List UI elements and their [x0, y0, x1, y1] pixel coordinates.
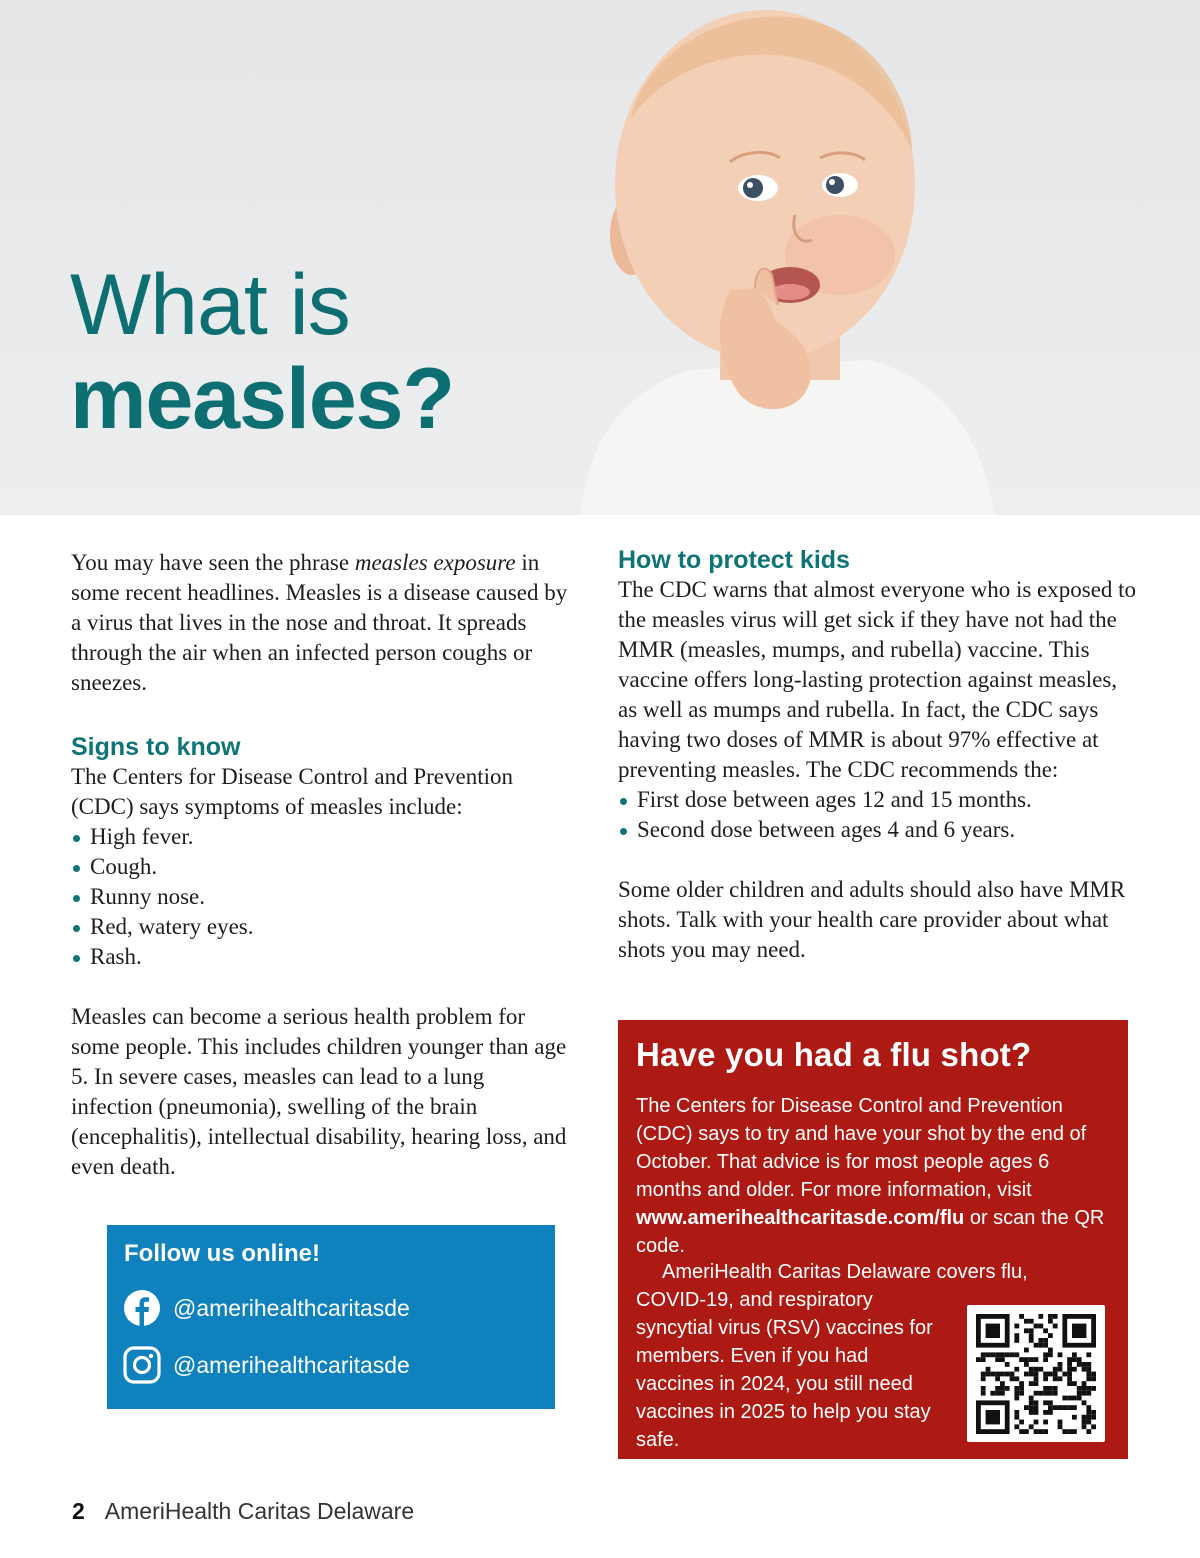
page-footer — [72, 1498, 414, 1525]
covers-first-line — [636, 1258, 1106, 1286]
flu-shot-box — [618, 1020, 1128, 1459]
list-item: First dose between ages 12 and 15 months. — [618, 785, 1138, 815]
list-item: Red, watery eyes. — [71, 912, 571, 942]
title-line-1: What is — [70, 257, 350, 353]
flu-heading: Have you had a flu shot? — [636, 1036, 1032, 1073]
title-line-2: measles? — [70, 351, 455, 447]
protect-heading: How to protect kids — [618, 546, 850, 574]
list-item: High fever. — [71, 822, 571, 852]
footer-org: AmeriHealth Caritas Delaware — [104, 1498, 415, 1524]
symptoms-list — [71, 822, 571, 972]
signs-intro: The Centers for Disease Control and Prevention (CDC) says symptoms of measles include: — [71, 764, 513, 819]
covers-paragraph: COVID-19, and respiratory syncytial virus (RSV) vaccines for members. Even if you had vaccines in 2024, you still need vaccines in 2025 to help you stay safe. — [636, 1289, 933, 1451]
flu-paragraph — [636, 1092, 1106, 1260]
signs-heading: Signs to know — [71, 733, 241, 761]
follow-us-box — [107, 1225, 555, 1409]
follow-heading: Follow us online! — [124, 1240, 320, 1267]
qr-code-icon — [967, 1305, 1105, 1442]
right-column — [618, 545, 1138, 965]
instagram-icon — [123, 1346, 161, 1384]
intro-text-rest: in some recent headlines. Measles is a disease caused by a virus that lives in the nose and throat. It spreads through the air when an infected person coughs or sneezes. — [71, 550, 568, 695]
list-item: Runny nose. — [71, 882, 571, 912]
left-column — [71, 548, 571, 1182]
intro-emphasis: measles exposure — [354, 550, 516, 575]
instagram-link[interactable] — [123, 1346, 410, 1384]
doses-list — [618, 785, 1138, 845]
list-item: Cough. — [71, 852, 571, 882]
qr-code[interactable] — [967, 1305, 1105, 1442]
page-title — [70, 257, 455, 447]
page-number: 2 — [72, 1498, 85, 1524]
covers-line-1: AmeriHealth Caritas Delaware covers flu, — [662, 1261, 1028, 1283]
instagram-handle: @amerihealthcaritasde — [173, 1351, 410, 1378]
intro-text: You may have seen the phrase — [71, 550, 355, 575]
intro-paragraph — [71, 548, 571, 698]
list-item: Rash. — [71, 942, 571, 972]
facebook-link[interactable] — [123, 1289, 410, 1327]
protect-paragraph: The CDC warns that almost everyone who is exposed to the measles virus will get sick if they have not had the MMR (measles, mumps, and rubella) vaccine. This vaccine offers long-lasting protection against measles, as well as mumps and rubella. In fact, the CDC says having two doses of MMR is about 97% effective at preventing measles. The CDC recommends the: — [618, 577, 1137, 782]
flu-link[interactable]: www.amerihealthcaritasde.com/flu — [636, 1207, 965, 1229]
flu-text-end: or scan the QR code. — [636, 1207, 1105, 1257]
baby-photo — [540, 0, 1020, 515]
older-paragraph: Some older children and adults should also have MMR shots. Talk with your health care provider about what shots you may need. — [618, 877, 1126, 962]
facebook-handle: @amerihealthcaritasde — [173, 1294, 410, 1321]
hero-banner — [0, 0, 1200, 515]
facebook-icon — [123, 1289, 161, 1327]
flu-text: The Centers for Disease Control and Prevention (CDC) says to try and have your shot by the end of October. That advice is for most people ages 6 months and older. For more information, visit — [636, 1095, 1087, 1201]
list-item: Second dose between ages 4 and 6 years. — [618, 815, 1138, 845]
serious-paragraph: Measles can become a serious health problem for some people. This includes children younger than age 5. In severe cases, measles can lead to a lung infection (pneumonia), swelling of the brain (encephalitis), intellectual disability, hearing loss, and even death. — [71, 1004, 567, 1179]
